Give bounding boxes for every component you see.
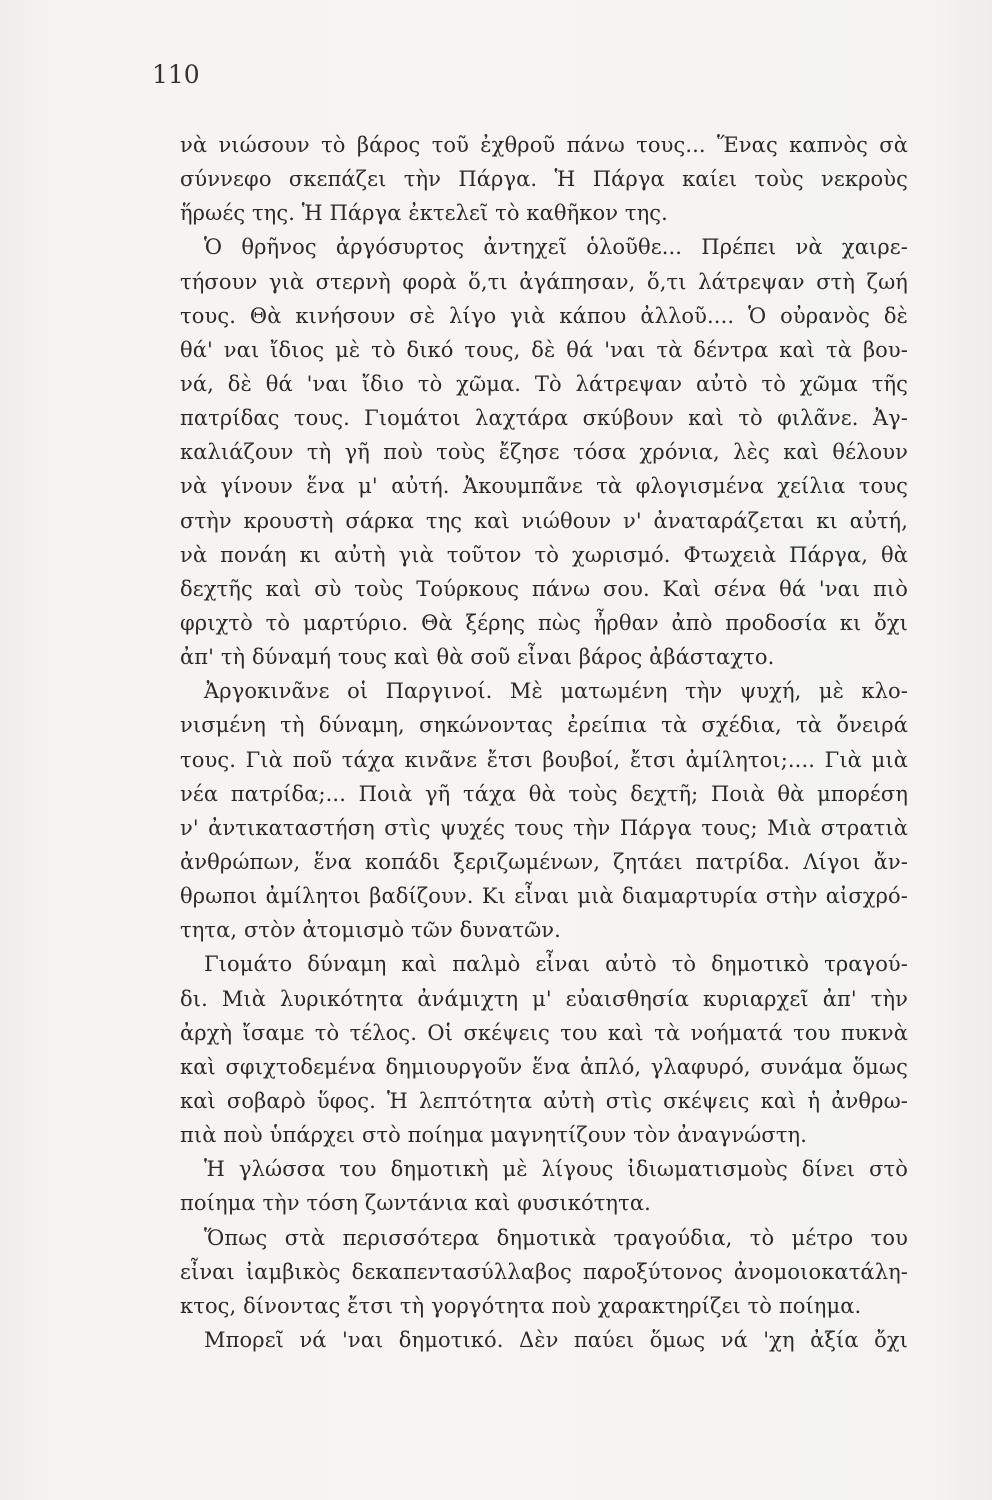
text-line: ἀπ' τὴ δύναμή τους καὶ θὰ σοῦ εἶναι βάρος ἀβάσταχτο.: [180, 645, 775, 670]
text-line: τους. Θὰ κινήσουν σὲ λίγο γιὰ κάπου ἀλλοῦ.... Ὁ οὐρανὸς δὲ: [180, 303, 908, 328]
text-line: καὶ σφιχτοδεμένα δημιουργοῦν ἕνα ἁπλό, γλαφυρό, συνάμα ὅμως: [180, 1054, 908, 1079]
text-line: φριχτὸ τὸ μαρτύριο. Θὰ ξέρης πὼς ἦρθαν ἀπὸ προδοσία κι ὄχι: [180, 610, 908, 635]
text-line: τήσουν γιὰ στερνὴ φορὰ ὅ,τι ἀγάπησαν, ὅ,τι λάτρεψαν στὴ ζωή: [180, 269, 908, 294]
text-line: Ὁ θρῆνος ἀργόσυρτος ἀντηχεῖ ὁλοῦθε... Πρέπει νὰ χαιρε-: [204, 235, 908, 260]
text-line: νὰ νιώσουν τὸ βάρος τοῦ ἐχθροῦ πάνω τους... Ἕνας καπνὸς σὰ: [180, 133, 908, 157]
body-text: [180, 128, 908, 1357]
text-line: σύννεφο σκεπάζει τὴν Πάργα. Ἡ Πάργα καίει τοὺς νεκροὺς: [180, 167, 908, 192]
text-line: πιὰ ποὺ ὑπάρχει στὸ ποίημα μαγνητίζουν τὸν ἀναγνώστη.: [180, 1123, 808, 1148]
text-line: Γιομάτο δύναμη καὶ παλμὸ εἶναι αὐτὸ τὸ δημοτικὸ τραγού-: [204, 952, 908, 977]
text-line: τους. Γιὰ ποῦ τάχα κινᾶνε ἔτσι βουβοί, ἔτσι ἀμίλητοι;.... Γιὰ μιὰ: [180, 747, 908, 772]
text-line: ἀρχὴ ἴσαμε τὸ τέλος. Οἱ σκέψεις του καὶ τὰ νοήματά του πυκνὰ: [180, 1020, 908, 1045]
text-line: πατρίδας τους. Γιομάτοι λαχτάρα σκύβουν καὶ τὸ φιλᾶνε. Ἀγ-: [180, 406, 908, 431]
text-line: Ἡ γλώσσα του δημοτικὴ μὲ λίγους ἰδιωματισμοὺς δίνει στὸ: [204, 1157, 908, 1182]
text-line: νὰ γίνουν ἕνα μ' αὐτή. Ἀκουμπᾶνε τὰ φλογισμένα χείλια τους: [180, 474, 908, 499]
text-line: ν' ἀντικαταστήση στὶς ψυχές τους τὴν Πάργα τους; Μιὰ στρατιὰ: [180, 815, 908, 840]
text-line: δεχτῆς καὶ σὺ τοὺς Τούρκους πάνω σου. Καὶ σένα θά 'ναι πιὸ: [180, 576, 908, 601]
text-line: νισμένη τὴ δύναμη, σηκώνοντας ἐρείπια τὰ σχέδια, τὰ ὄνειρά: [180, 713, 908, 738]
text-line: Ὅπως στὰ περισσότερα δημοτικὰ τραγούδια, τὸ μέτρο του: [204, 1225, 908, 1250]
page-number: 110: [152, 60, 200, 89]
text-line: καλιάζουν τὴ γῆ ποὺ τοὺς ἔζησε τόσα χρόνια, λὲς καὶ θέλουν: [180, 440, 908, 465]
text-line: τητα, στὸν ἀτομισμὸ τῶν δυνατῶν.: [180, 918, 561, 943]
text-line: ἀνθρώπων, ἕνα κοπάδι ξεριζωμένων, ζητάει πατρίδα. Λίγοι ἄν-: [180, 849, 908, 874]
text-line: θά' ναι ἴδιος μὲ τὸ δικό τους, δὲ θά 'ναι τὰ δέντρα καὶ τὰ βου-: [180, 337, 908, 362]
text-line: Μπορεῖ νά 'ναι δημοτικό. Δὲν παύει ὅμως νά 'χη ἀξία ὄχι: [204, 1327, 908, 1352]
text-line: κτος, δίνοντας ἔτσι τὴ γοργότητα ποὺ χαρακτηρίζει τὸ ποίημα.: [180, 1293, 862, 1318]
text-line: νὰ πονάη κι αὐτὴ γιὰ τοῦτον τὸ χωρισμό. Φτωχειὰ Πάργα, θὰ: [180, 542, 908, 567]
text-line: εἶναι ἰαμβικὸς δεκαπεντασύλλαβος παροξύτονος ἀνομοιοκατάλη-: [180, 1259, 908, 1284]
text-line: Ἀργοκινᾶνε οἱ Παργινοί. Μὲ ματωμένη τὴν ψυχή, μὲ κλο-: [204, 679, 908, 704]
text-line: νά, δὲ θά 'ναι ἴδιο τὸ χῶμα. Τὸ λάτρεψαν αὐτὸ τὸ χῶμα τῆς: [180, 371, 908, 396]
text-line: δι. Μιὰ λυρικότητα ἀνάμιχτη μ' εὐαισθησία κυριαρχεῖ ἀπ' τὴν: [180, 986, 908, 1011]
text-line: καὶ σοβαρὸ ὕφος. Ἡ λεπτότητα αὐτὴ στὶς σκέψεις καὶ ἡ ἀνθρω-: [180, 1088, 908, 1113]
text-line: ποίημα τὴν τόση ζωντάνια καὶ φυσικότητα.: [180, 1191, 651, 1216]
text-line: θρωποι ἀμίλητοι βαδίζουν. Κι εἶναι μιὰ διαμαρτυρία στὴν αἰσχρό-: [180, 884, 908, 909]
text-line: στὴν κρουστὴ σάρκα της καὶ νιώθουν ν' ἀναταράζεται κι αὐτή,: [180, 508, 908, 533]
text-line: ἥρωές της. Ἡ Πάργα ἐκτελεῖ τὸ καθῆκον της.: [180, 201, 668, 226]
text-line: νέα πατρίδα;... Ποιὰ γῆ τάχα θὰ τοὺς δεχτῆ; Ποιὰ θὰ μπορέση: [180, 781, 908, 806]
